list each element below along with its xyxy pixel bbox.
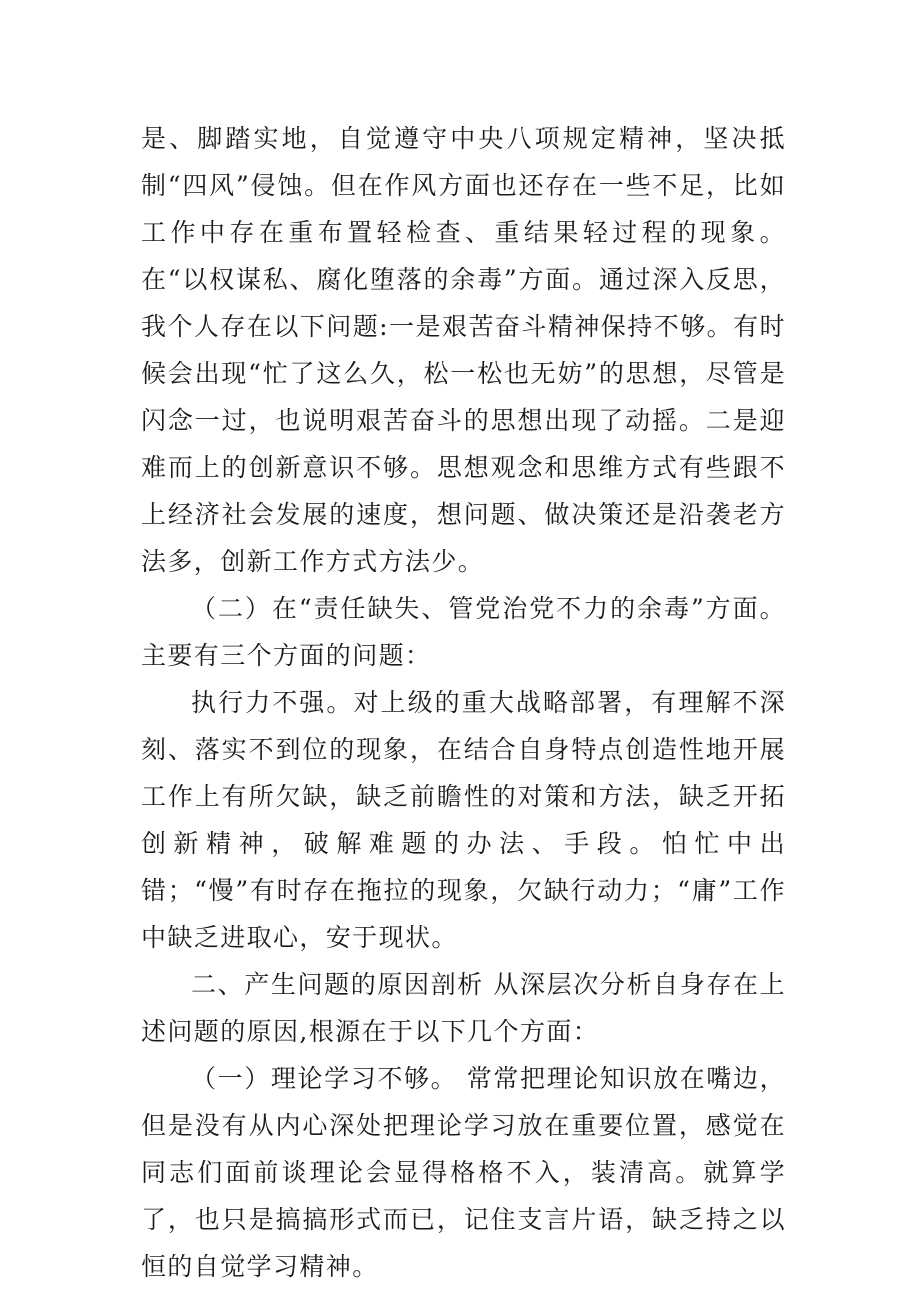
- paragraph-section-two-heading: （二）在“责任缺失、管党治党不力的余毒”方面。主要有三个方面的问题：: [141, 594, 786, 670]
- paragraph-cause-analysis: 二、产生问题的原因剖析 从深层次分析自身存在上述问题的原因,根源在于以下几个方面：: [141, 970, 786, 1046]
- paragraph-continuation: 是、脚踏实地，自觉遵守中央八项规定精神，坚决抵制“四风”侵蚀。但在作风方面也还存在一些不足，比如工作中存在重布置轻检查、重结果轻过程的现象。在“以权谋私、腐化堕落的余毒”方面。通过深入反思，我个人存在以下问题:一是艰苦奋斗精神保持不够。有时候会出现“忙了这么久，松一松也无妨”的思想，尽管是闪念一过，也说明艰苦奋斗的思想出现了动摇。二是迎难而上的创新意识不够。思想观念和思维方式有些跟不上经济社会发展的速度，想问题、做决策还是沿袭老方法多，创新工作方式方法少。: [141, 124, 786, 576]
- document-body: [141, 115, 786, 1290]
- paragraph-execution: 执行力不强。对上级的重大战略部署，有理解不深刻、落实不到位的现象，在结合自身特点创造性地开展工作上有所欠缺，缺乏前瞻性的对策和方法，缺乏开拓创新精神，破解难题的办法、手段。怕忙中出错；“慢”有时存在拖拉的现象，欠缺行动力；“庸”工作中缺乏进取心，安于现状。: [141, 688, 786, 952]
- paragraph-theory-study: （一）理论学习不够。 常常把理论知识放在嘴边，但是没有从内心深处把理论学习放在重要位置，感觉在同志们面前谈理论会显得格格不入，装清高。就算学了，也只是搞搞形式而已，记住支言片语，缺乏持之以恒的自觉学习精神。: [141, 1064, 786, 1281]
